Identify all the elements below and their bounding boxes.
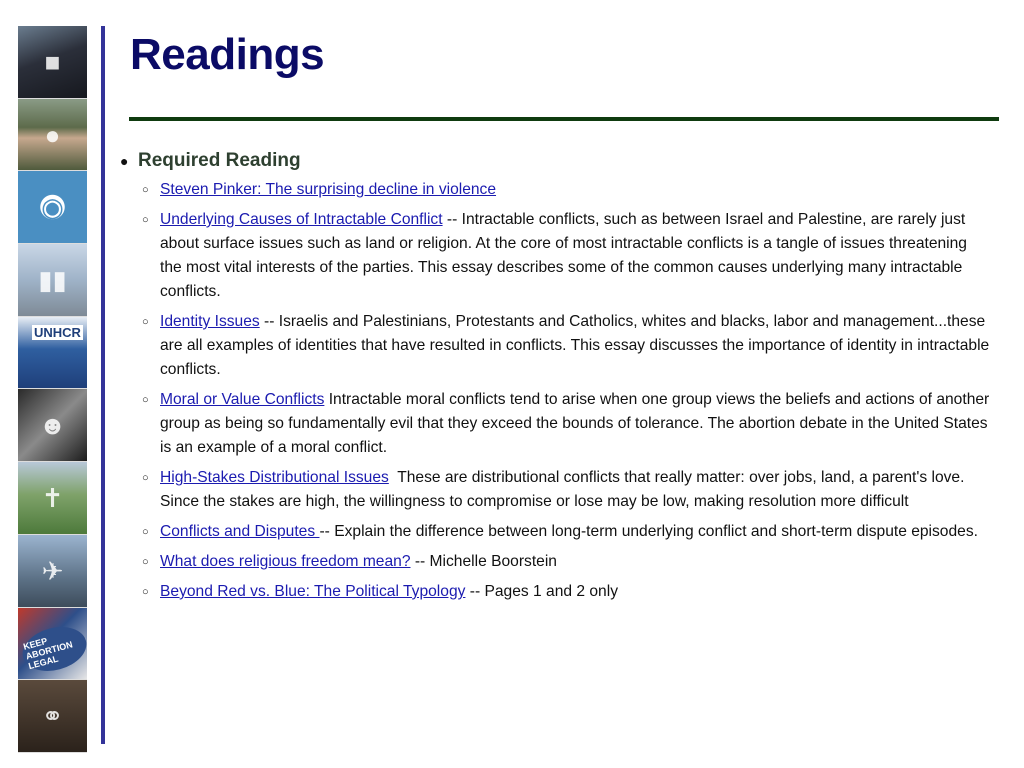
required-reading-item <box>120 150 994 604</box>
page-title: Readings <box>130 30 325 79</box>
circle-bullet-icon: ○ <box>142 556 149 568</box>
handcuffs-icon: ⚭ <box>41 701 64 732</box>
reading-item <box>142 208 992 304</box>
reading-item <box>142 466 992 514</box>
reading-description: -- Explain the difference between long-term underlying conflict and short-term dispute episodes. <box>319 523 978 540</box>
reading-item <box>142 388 994 460</box>
circle-bullet-icon: ○ <box>142 214 149 226</box>
readings-sublist <box>138 178 992 604</box>
circle-bullet-icon: ○ <box>142 472 149 484</box>
reading-item <box>142 310 994 382</box>
vertical-rule <box>101 26 105 744</box>
reading-link[interactable]: High-Stakes Distributional Issues <box>160 469 389 486</box>
cemetery-photo <box>18 462 87 535</box>
circle-bullet-icon: ○ <box>142 184 149 196</box>
reading-description: Intractable moral conflicts tend to arise when one group views the beliefs and actions of another group as being so fundamentally evil that they exceed the bounds of tolerance. The abortion debate in the United States is an example of a moral conflict. <box>160 391 994 456</box>
mlk-portrait-photo <box>18 389 87 462</box>
shield-icon: ■ <box>44 46 61 77</box>
fighter-jet-photo <box>18 535 87 608</box>
reading-description: -- Pages 1 and 2 only <box>465 583 618 600</box>
helmet-icon: ● <box>44 119 61 150</box>
protest-signs-photo <box>18 608 87 681</box>
globe-icon: ◉ <box>41 192 64 223</box>
section-heading: Required Reading <box>138 150 301 171</box>
circle-bullet-icon: ○ <box>142 586 149 598</box>
tower-icon: ▮▮ <box>38 264 67 295</box>
circle-bullet-icon: ○ <box>142 526 149 538</box>
reading-description: -- Israelis and Palestinians, Protestants and Catholics, whites and blacks, labor and management...these are all examples of identities that have resulted in conflicts. This essay discusses the importance of identity in intractable conflicts. <box>160 313 994 378</box>
jet-icon: ✈ <box>41 555 64 586</box>
soldier-photo <box>18 99 87 172</box>
refugee-truck-photo <box>18 317 87 390</box>
cross-icon: ✝ <box>41 482 64 513</box>
protest-sign: KEEP ABORTION LEGAL <box>18 620 87 677</box>
reading-description: -- Intractable conflicts, such as between Israel and Palestine, are rarely just about surface issues such as land or religion. At the core of most intractable conflicts is a tangle of issues threatening the most vital interests of the parties. This essay describes some of the common causes underlying many intractable conflicts. <box>160 211 972 300</box>
unhcr-badge: UNHCR <box>34 324 81 340</box>
reading-link[interactable]: Identity Issues <box>160 313 260 330</box>
twin-towers-photo <box>18 244 87 317</box>
portrait-icon: ☻ <box>38 410 67 441</box>
reading-description: These are distributional conflicts that really matter: over jobs, land, a parent's love. Since the stakes are high, the willingness to compromise or lose may be low, making resolution more difficult <box>160 469 969 510</box>
bullet-icon: ● <box>120 153 129 169</box>
horizontal-rule <box>129 117 999 121</box>
un-emblem-photo <box>18 171 87 244</box>
reading-link[interactable]: Moral or Value Conflicts <box>160 391 325 408</box>
reading-link[interactable]: What does religious freedom mean? <box>160 553 411 570</box>
handcuffs-photo <box>18 680 87 753</box>
reading-list <box>112 150 992 610</box>
reading-link[interactable]: Underlying Causes of Intractable Conflict <box>160 211 443 228</box>
reading-link[interactable]: Steven Pinker: The surprising decline in violence <box>160 181 497 198</box>
riot-police-photo <box>18 26 87 99</box>
reading-item <box>142 550 992 574</box>
circle-bullet-icon: ○ <box>142 316 149 328</box>
reading-description: -- Michelle Boorstein <box>410 553 557 570</box>
photo-strip <box>18 26 87 753</box>
reading-link[interactable]: Beyond Red vs. Blue: The Political Typology <box>160 583 466 600</box>
circle-bullet-icon: ○ <box>142 394 149 406</box>
reading-item <box>142 580 992 604</box>
reading-link[interactable]: Conflicts and Disputes <box>160 523 320 540</box>
reading-item <box>142 520 992 544</box>
reading-item <box>142 178 992 202</box>
